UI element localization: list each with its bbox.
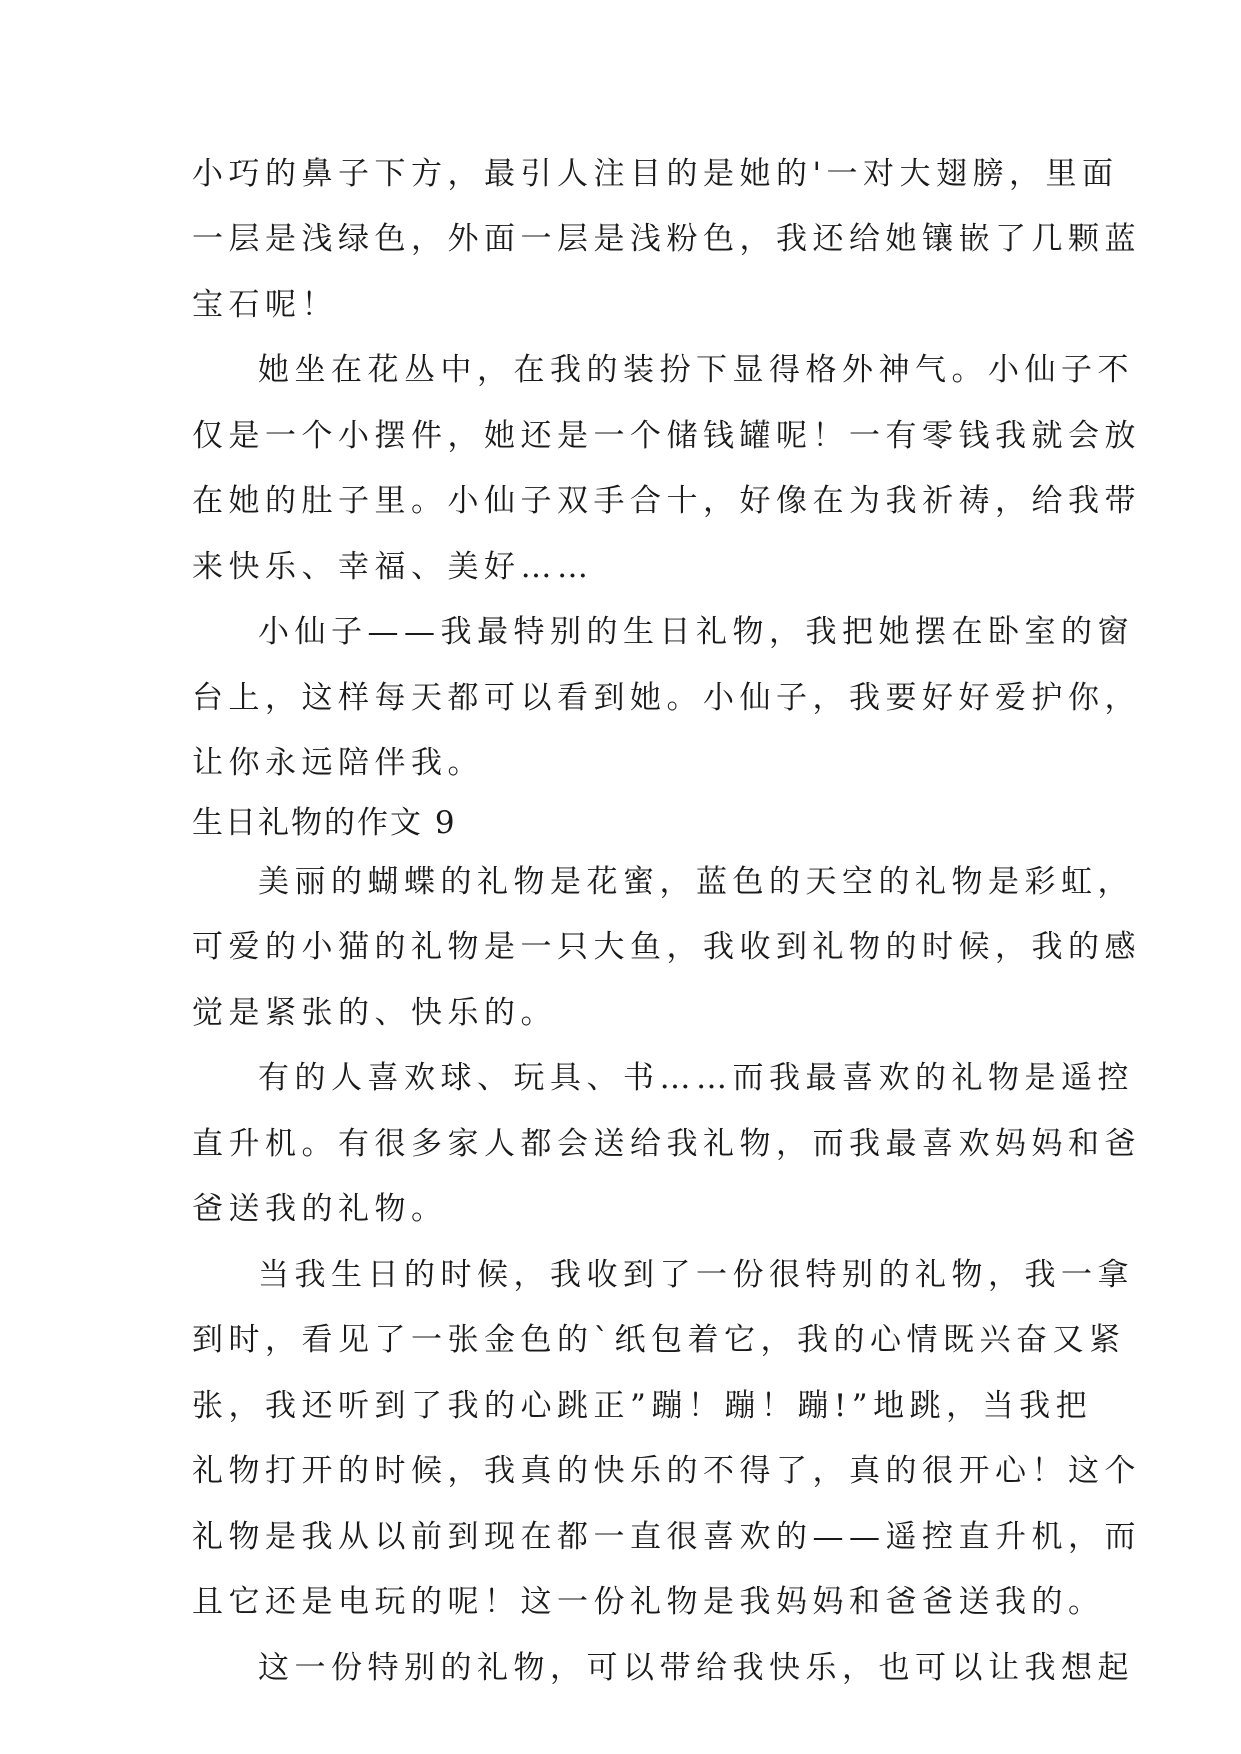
text-line: 爸送我的礼物。: [192, 1191, 448, 1227]
text-line: 觉是紧张的、快乐的。: [192, 995, 557, 1031]
text-line: 礼物打开的时候，我真的快乐的不得了，真的很开心！这个: [192, 1453, 1141, 1489]
text-line: 宝石呢！: [192, 287, 338, 323]
text-line: 到时，看见了一张金色的`纸包着它，我的心情既兴奋又紧: [192, 1322, 1126, 1358]
text-line: 来快乐、幸福、美好……: [192, 549, 594, 585]
text-line: 美丽的蝴蝶的礼物是花蜜，蓝色的天空的礼物是彩虹，: [258, 864, 1134, 900]
section-heading: 生日礼物的作文 9: [192, 805, 457, 841]
text-line: 在她的肚子里。小仙子双手合十，好像在为我祈祷，给我带: [192, 483, 1141, 519]
text-line: 仅是一个小摆件，她还是一个储钱罐呢！一有零钱我就会放: [192, 418, 1141, 454]
text-line: 台上，这样每天都可以看到她。小仙子，我要好好爱护你，: [192, 680, 1141, 716]
text-line: 且它还是电玩的呢！这一份礼物是我妈妈和爸爸送我的。: [192, 1584, 1105, 1620]
text-line: 张，我还听到了我的心跳正”蹦！蹦！蹦!”地跳，当我把: [192, 1388, 1093, 1424]
text-line: 直升机。有很多家人都会送给我礼物，而我最喜欢妈妈和爸: [192, 1126, 1141, 1162]
text-line: 可爱的小猫的礼物是一只大鱼，我收到礼物的时候，我的感: [192, 929, 1141, 965]
text-line: 这一份特别的礼物，可以带给我快乐，也可以让我想起: [258, 1650, 1134, 1686]
text-line: 小仙子——我最特别的生日礼物，我把她摆在卧室的窗: [258, 614, 1134, 650]
text-line: 小巧的鼻子下方，最引人注目的是她的'一对大翅膀，里面: [192, 156, 1119, 192]
text-line: 她坐在花丛中，在我的装扮下显得格外神气。小仙子不: [258, 352, 1134, 388]
text-line: 礼物是我从以前到现在都一直很喜欢的——遥控直升机，而: [192, 1519, 1141, 1555]
text-line: 让你永远陪伴我。: [192, 745, 484, 781]
text-line: 当我生日的时候，我收到了一份很特别的礼物，我一拿: [258, 1257, 1134, 1293]
text-line: 一层是浅绿色，外面一层是浅粉色，我还给她镶嵌了几颗蓝: [192, 221, 1141, 257]
text-line: 有的人喜欢球、玩具、书……而我最喜欢的礼物是遥控: [258, 1060, 1134, 1096]
